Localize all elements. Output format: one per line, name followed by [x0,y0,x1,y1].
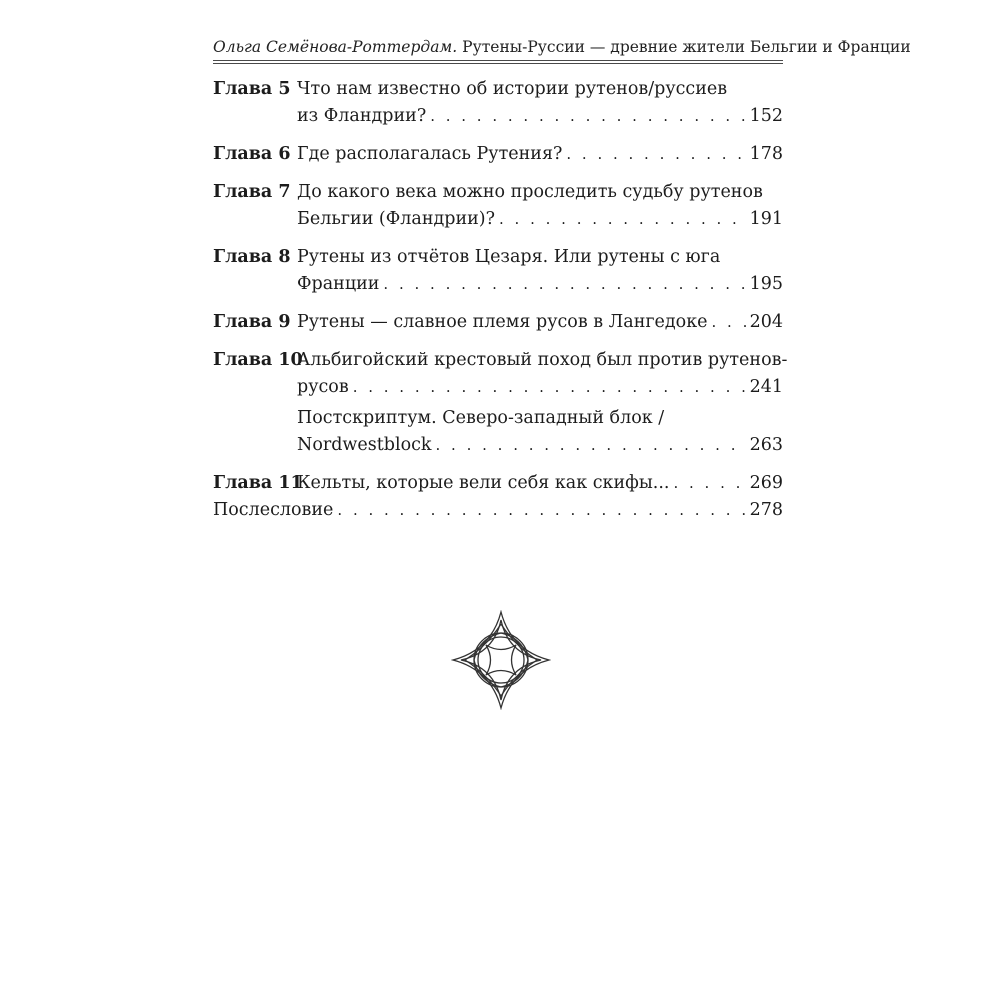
toc-entry-chapter-7 [213,179,783,233]
page-number: 178 [749,144,783,164]
toc-entry-chapter-5 [213,76,783,130]
dot-leader [353,374,746,401]
page-number: 191 [749,209,783,229]
toc-entry-afterword [213,497,783,524]
page-number: 195 [749,274,783,294]
page-number: 204 [749,312,783,332]
chapter-label: Глава 9 [213,312,291,332]
chapter-title-line: Рутены — славное племя русов в Лангедоке [297,312,708,332]
page-number: 263 [749,435,783,455]
chapter-label: Глава 6 [213,144,291,164]
header-book-title: Рутены-Руссии — древние жители Бельгии и Франции [462,38,911,56]
toc-entry-chapter-6 [213,141,783,168]
toc-entry-postscript [213,405,783,459]
toc-entry-chapter-8 [213,244,783,298]
toc-entry-chapter-10 [213,347,788,401]
header-author: Ольга Семёнова-Роттердам. [213,38,458,56]
chapter-title-line: Кельты, которые вели себя как скифы... [297,473,670,493]
chapter-title-line: Альбигойский крестовый поход был против рутенов- [297,350,788,370]
dot-leader [499,206,746,233]
chapter-title-line: До какого века можно проследить судьбу рутенов [297,182,763,202]
celtic-knot-ornament-icon [451,610,551,710]
chapter-label: Глава 7 [213,182,291,202]
page-number: 269 [749,473,783,493]
afterword-title: Послесловие [213,500,334,520]
chapter-label: Глава 5 [213,79,291,99]
table-of-contents [213,76,788,524]
chapter-title-line: Рутены из отчётов Цезаря. Или рутены с юга [297,247,721,267]
toc-entry-chapter-9 [213,309,783,336]
chapter-title-line: Где располагалась Рутения? [297,144,563,164]
chapter-title-line: Франции [297,274,380,294]
chapter-title-line: из Фландрии? [297,106,427,126]
dot-leader [566,141,745,168]
dot-leader [712,309,746,336]
toc-entry-chapter-11 [213,470,783,497]
dot-leader [337,497,745,524]
dot-leader [430,103,745,130]
running-header [213,38,911,56]
page-number: 278 [749,500,783,520]
section-title-line: Постскриптум. Северо-западный блок / [297,408,665,428]
header-rule-top [213,60,783,61]
section-title-line: Nordwestblock [297,435,432,455]
dot-leader [436,432,746,459]
header-rule-bottom [213,63,783,64]
page-number: 152 [749,106,783,126]
dot-leader [673,470,745,497]
chapter-label: Глава 8 [213,247,291,267]
page-number: 241 [749,377,783,397]
chapter-title-line: Что нам известно об истории рутенов/руссиев [297,79,728,99]
chapter-title-line: русов [297,377,349,397]
chapter-label: Глава 10 [213,350,303,370]
chapter-title-line: Бельгии (Фландрии)? [297,209,496,229]
dot-leader [383,271,745,298]
chapter-label: Глава 11 [213,473,303,493]
